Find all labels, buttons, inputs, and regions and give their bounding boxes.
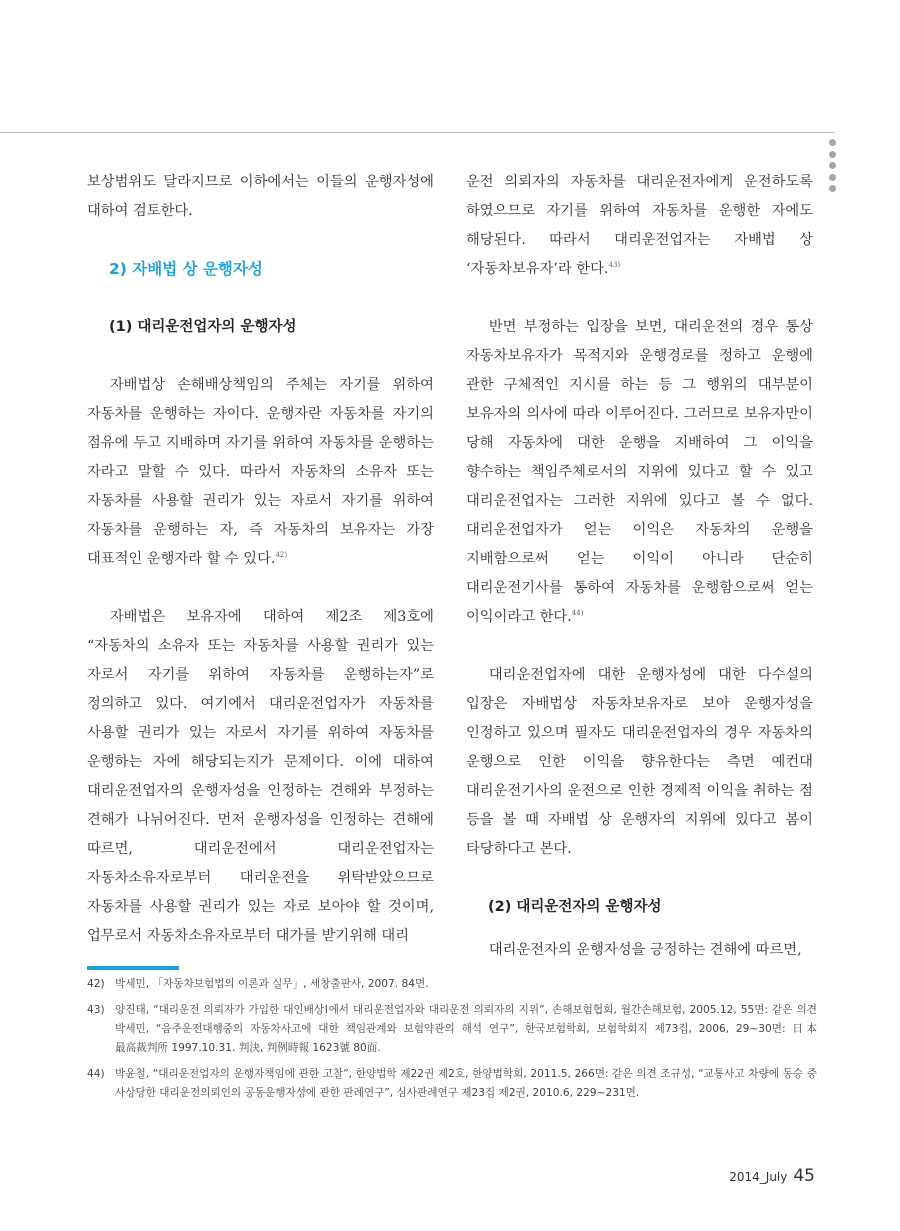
footnote-43 xyxy=(87,1001,817,1058)
footnotes xyxy=(87,975,817,1110)
footnote-ref-42[interactable]: 42) xyxy=(275,551,288,560)
subsection-heading-driver: (2) 대리운전자의 운행자성 xyxy=(488,899,662,915)
footnote-ref-44[interactable]: 44) xyxy=(571,609,584,618)
dot-icon xyxy=(829,139,836,146)
page-number: 45 xyxy=(793,1166,815,1186)
footnote-text: 박세민, 「자동차보험법의 이론과 실무」, 세창출판사, 2007. 84면. xyxy=(115,978,429,990)
footnote-number: 42) xyxy=(87,978,105,990)
dot-icon xyxy=(829,151,836,158)
right-column xyxy=(466,168,813,965)
page-footer xyxy=(729,1166,815,1186)
footnote-text: 양진태, “대리운전 의뢰자가 가입한 대인배상Ⅰ에서 대리운전업자와 대리운전 의뢰자의 지위”, 손해보험협회, 월간손해보험, 2005.12, 55면: 같은 의견 박세민, “음주운전대행중의 자동차사고에 대한 책임관계와 보험약관의 해석 연구”, 한국보험학회, 보험학회지 제73집, 2006, 29~30면: 日本 最高裁判所 1997.10.31. 判決, 判例時報 1623號 80面. xyxy=(115,1004,817,1054)
footnote-number: 43) xyxy=(87,1004,105,1016)
footnote-text: 박윤철, “대리운전업자의 운행자책임에 관한 고찰”, 한양법학 제22권 제2호, 한양법학회, 2011.5, 266면: 같은 의견 조규성, “교통사고 차량에 동승 중 사상당한 대리운전의뢰인의 공동운행자성에 관한 판례연구”, 심사판례연구 제23집 제2권, 2010.6, 229~231면. xyxy=(115,1068,817,1099)
footnote-42 xyxy=(87,975,817,994)
footnote-44 xyxy=(87,1065,817,1103)
paragraph: 대리운전업자에 대한 운행자성에 대한 다수설의 입장은 자배법상 자동차보유자로 보아 운행자성을 인정하고 있으며 필자도 대리운전업자의 경우 자동차의 운행으로 인한 이익을 향유한다는 측면 예컨대 대리운전기사의 운전으로 인한 경제적 이익을 취하는 점 등을 볼 때 자배법 상 운행자의 지위에 있다고 봄이 타당하다고 본다. xyxy=(466,667,813,857)
paragraph: 운전 의뢰자의 자동차를 대리운전자에게 운전하도록 하였으므로 자기를 위하여 자동차를 운행한 자에도 해당된다. 따라서 대리운전업자는 자배법 상 ‘자동차보유자’라 한다.$^{43)}$ xyxy=(466,174,813,277)
dot-icon xyxy=(829,162,836,169)
paragraph: 자배법상 손해배상책임의 주체는 자기를 위하여 자동차를 운행하는 자이다. 운행자란 자동차를 자기의 점유에 두고 지배하며 자기를 위하여 자동차를 운행하는 자라고 말할 수 있다. 따라서 자동차의 소유자 또는 자동차를 사용할 권리가 있는 자로서 자기를 위하여 자동차를 운행하는 자, 즉 자동차의 보유자는 가장 대표적인 운행자라 할 수 있다.$^{42)}$ xyxy=(87,377,434,567)
subsection-heading-operator: (1) 대리운전업자의 운행자성 xyxy=(109,319,297,335)
dot-icon xyxy=(829,185,836,192)
decorative-dots xyxy=(829,139,837,197)
paragraph-continued: 보상범위도 달라지므로 이하에서는 이들의 운행자성에 대하여 검토한다. xyxy=(87,174,434,219)
footnote-rule xyxy=(87,966,179,970)
paragraph: 대리운전자의 운행자성을 긍정하는 견해에 따르면, xyxy=(488,942,802,958)
paragraph: 반면 부정하는 입장을 보면, 대리운전의 경우 통상 자동차보유자가 목적지와 운행경로를 정하고 운행에 관한 구체적인 지시를 하는 등 그 행위의 대부분이 보유자의 의사에 따라 이루어진다. 그러므로 보유자만이 당해 자동차에 대한 운행을 지배하여 그 이익을 향수하는 책임주체로서의 지위에 있다고 할 수 있고 대리운전업자는 그러한 지위에 있다고 볼 수 없다. 대리운전업자가 얻는 이익은 자동차의 운행을 지배함으로써 얻는 이익이 아니라 단순히 대리운전기사를 통하여 자동차를 운행함으로써 얻는 이익이라고 한다.$^{44)}$ xyxy=(466,319,813,625)
left-column xyxy=(87,168,434,951)
dot-icon xyxy=(829,174,836,181)
issue-label: 2014_July xyxy=(729,1170,788,1184)
footnote-number: 44) xyxy=(87,1068,105,1080)
footnote-ref-43[interactable]: 43) xyxy=(608,261,621,270)
paragraph: 자배법은 보유자에 대하여 제2조 제3호에 “자동차의 소유자 또는 자동차를 사용할 권리가 있는 자로서 자기를 위하여 자동차를 운행하는자”로 정의하고 있다. 여기에서 대리운전업자가 자동차를 사용할 권리가 있는 자로서 자기를 위하여 자동차를 운행하는 자에 해당되는지가 문제이다. 이에 대하여 대리운전업자의 운행자성을 인정하는 견해와 부정하는 견해가 나뉘어진다. 먼저 운행자성을 인정하는 견해에 따르면, 대리운전에서 대리운전업자는 자동차소유자로부터 대리운전을 위탁받았으므로 자동차를 사용할 권리가 있는 자로 보아야 할 것이며, 업무로서 자동차소유자로부터 대가를 받기위해 대리 xyxy=(87,609,434,944)
header-rule xyxy=(0,132,835,133)
section-heading: 2) 자배법 상 운행자성 xyxy=(109,260,263,278)
